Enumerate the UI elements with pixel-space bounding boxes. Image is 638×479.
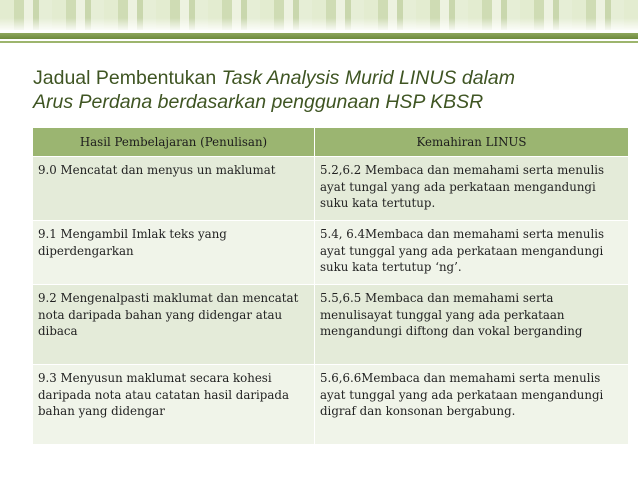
- linus-skill-cell: 5.2,6.2 Membaca dan memahami serta menulis ayat tungal yang ada perkataan mengandungi suku kata tertutup.: [315, 157, 629, 221]
- slide-title: [33, 66, 613, 114]
- slide-title-line-1: [33, 66, 613, 90]
- table-row: [33, 365, 629, 445]
- table-row: [33, 285, 629, 365]
- learning-outcome-cell: 9.2 Mengenalpasti maklumat dan mencatat nota daripada bahan yang didengar atau dibaca: [33, 285, 315, 365]
- header-learning-outcome: Hasil Pembelajaran (Penulisan): [33, 128, 315, 157]
- learning-outcome-cell: 9.0 Mencatat dan menyus un maklumat: [33, 157, 315, 221]
- slide-title-line-2: [33, 90, 613, 114]
- decorative-stripe-fade: [0, 18, 638, 30]
- learning-outcome-cell: 9.1 Mengambil Imlak teks yang diperdengarkan: [33, 221, 315, 285]
- decorative-header-bar: [0, 33, 638, 39]
- table-row: [33, 157, 629, 221]
- slide-title-italic-text-1: Task Analysis Murid LINUS dalam: [221, 67, 515, 89]
- table-row: [33, 221, 629, 285]
- linus-skill-cell: 5.6,6.6Membaca dan memahami serta menulis ayat tunggal yang ada perkataan mengandungi digraf dan konsonan bergabung.: [315, 365, 629, 445]
- task-analysis-table: [32, 127, 629, 445]
- linus-skill-cell: 5.5,6.5 Membaca dan memahami serta menulisayat tunggal yang ada perkataan mengandungi diftong dan vokal berganding: [315, 285, 629, 365]
- slide-title-normal-text: Jadual Pembentukan: [33, 67, 222, 89]
- slide-title-italic-text-2: Arus Perdana berdasarkan penggunaan HSP KBSR: [33, 91, 484, 113]
- header-linus-skill: Kemahiran LINUS: [315, 128, 629, 157]
- learning-outcome-cell: 9.3 Menyusun maklumat secara kohesi daripada nota atau catatan hasil daripada bahan yang didengar: [33, 365, 315, 445]
- table-header-row: [33, 128, 629, 157]
- linus-skill-cell: 5.4, 6.4Membaca dan memahami serta menulis ayat tunggal yang ada perkataan mengandungi suku kata tertutup ‘ng’.: [315, 221, 629, 285]
- decorative-header-line: [0, 41, 638, 43]
